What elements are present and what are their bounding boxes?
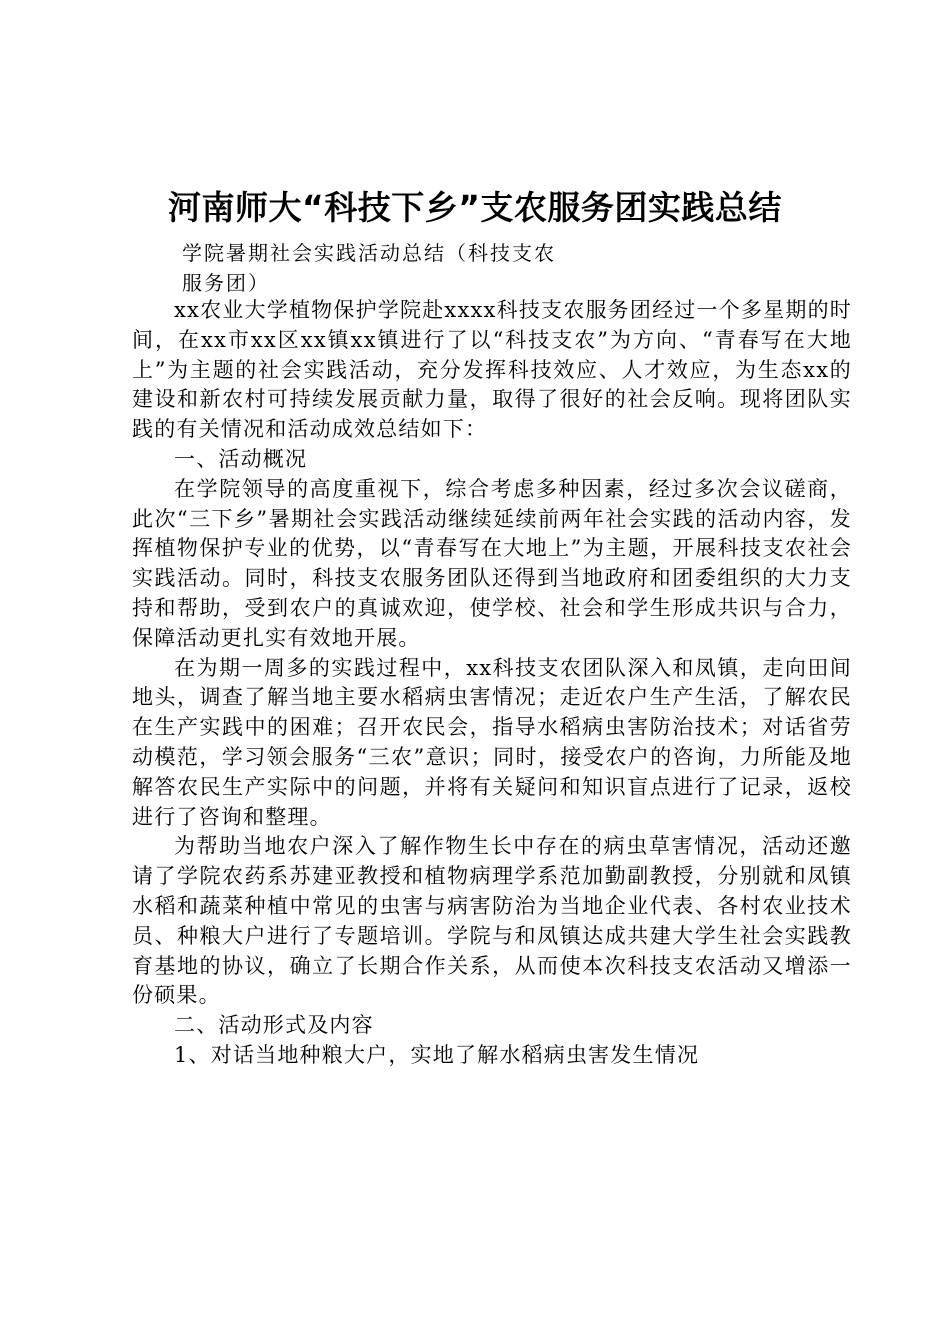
- document-title: 河南师大“科技下乡”支农服务团实践总结: [168, 188, 782, 227]
- paragraph-item-1: 1、对话当地种粮大户，实地了解水稻病虫害发生情况: [174, 1042, 700, 1067]
- document-subtitle: [182, 238, 556, 298]
- paragraph-training: 为帮助当地农户深入了解作物生长中存在的病虫草害情况，活动还邀请了学院农药系苏建亚教授和植物病理学系范加勤副教授，分别就和凤镇水稻和蔬菜种植中常见的虫害与病害防治为当地企业代表、各村农业技术员、种粮大户进行了专题培训。学院与和凤镇达成共建大学生社会实践教育基地的协议，确立了长期合作关系，从而使本次科技支农活动又增添一份硕果。: [132, 834, 852, 1008]
- section-heading-forms: 二、活动形式及内容: [174, 1013, 374, 1038]
- subtitle-line-1: 学院暑期社会实践活动总结（科技支农: [182, 241, 556, 265]
- section-heading-overview: 一、活动概况: [174, 446, 308, 471]
- document-body: [132, 296, 852, 1071]
- paragraph-overview: 在学院领导的高度重视下，综合考虑多种因素，经过多次会议磋商，此次“三下乡”暑期社会实践活动继续延续前两年社会实践的活动内容，发挥植物保护专业的优势，以“青春写在大地上”为主题，开展科技支农社会实践活动。同时，科技支农服务团队还得到当地政府和团委组织的大力支持和帮助，受到农户的真诚欢迎，使学校、社会和学生形成共识与合力，保障活动更扎实有效地开展。: [132, 476, 852, 650]
- subtitle-line-2: 服务团）: [182, 271, 270, 295]
- paragraph-intro: xx农业大学植物保护学院赴xxxx科技支农服务团经过一个多星期的时间，在xx市xx区xx镇xx镇进行了以“科技支农”为方向、“青春写在大地上”为主题的社会实践活动，充分发挥科技效应、人才效应，为生态xx的建设和新农村可持续发展贡献力量，取得了很好的社会反响。现将团队实践的有关情况和活动成效总结如下：: [132, 298, 852, 442]
- paragraph-practice-process: 在为期一周多的实践过程中，xx科技支农团队深入和凤镇，走向田间地头，调查了解当地主要水稻病虫害情况；走近农户生产生活，了解农民在生产实践中的困难；召开农民会，指导水稻病虫害防治技术；对话省劳动模范，学习领会服务“三农”意识；同时，接受农户的咨询，力所能及地解答农民生产实际中的问题，并将有关疑问和知识盲点进行了记录，返校进行了咨询和整理。: [132, 655, 852, 829]
